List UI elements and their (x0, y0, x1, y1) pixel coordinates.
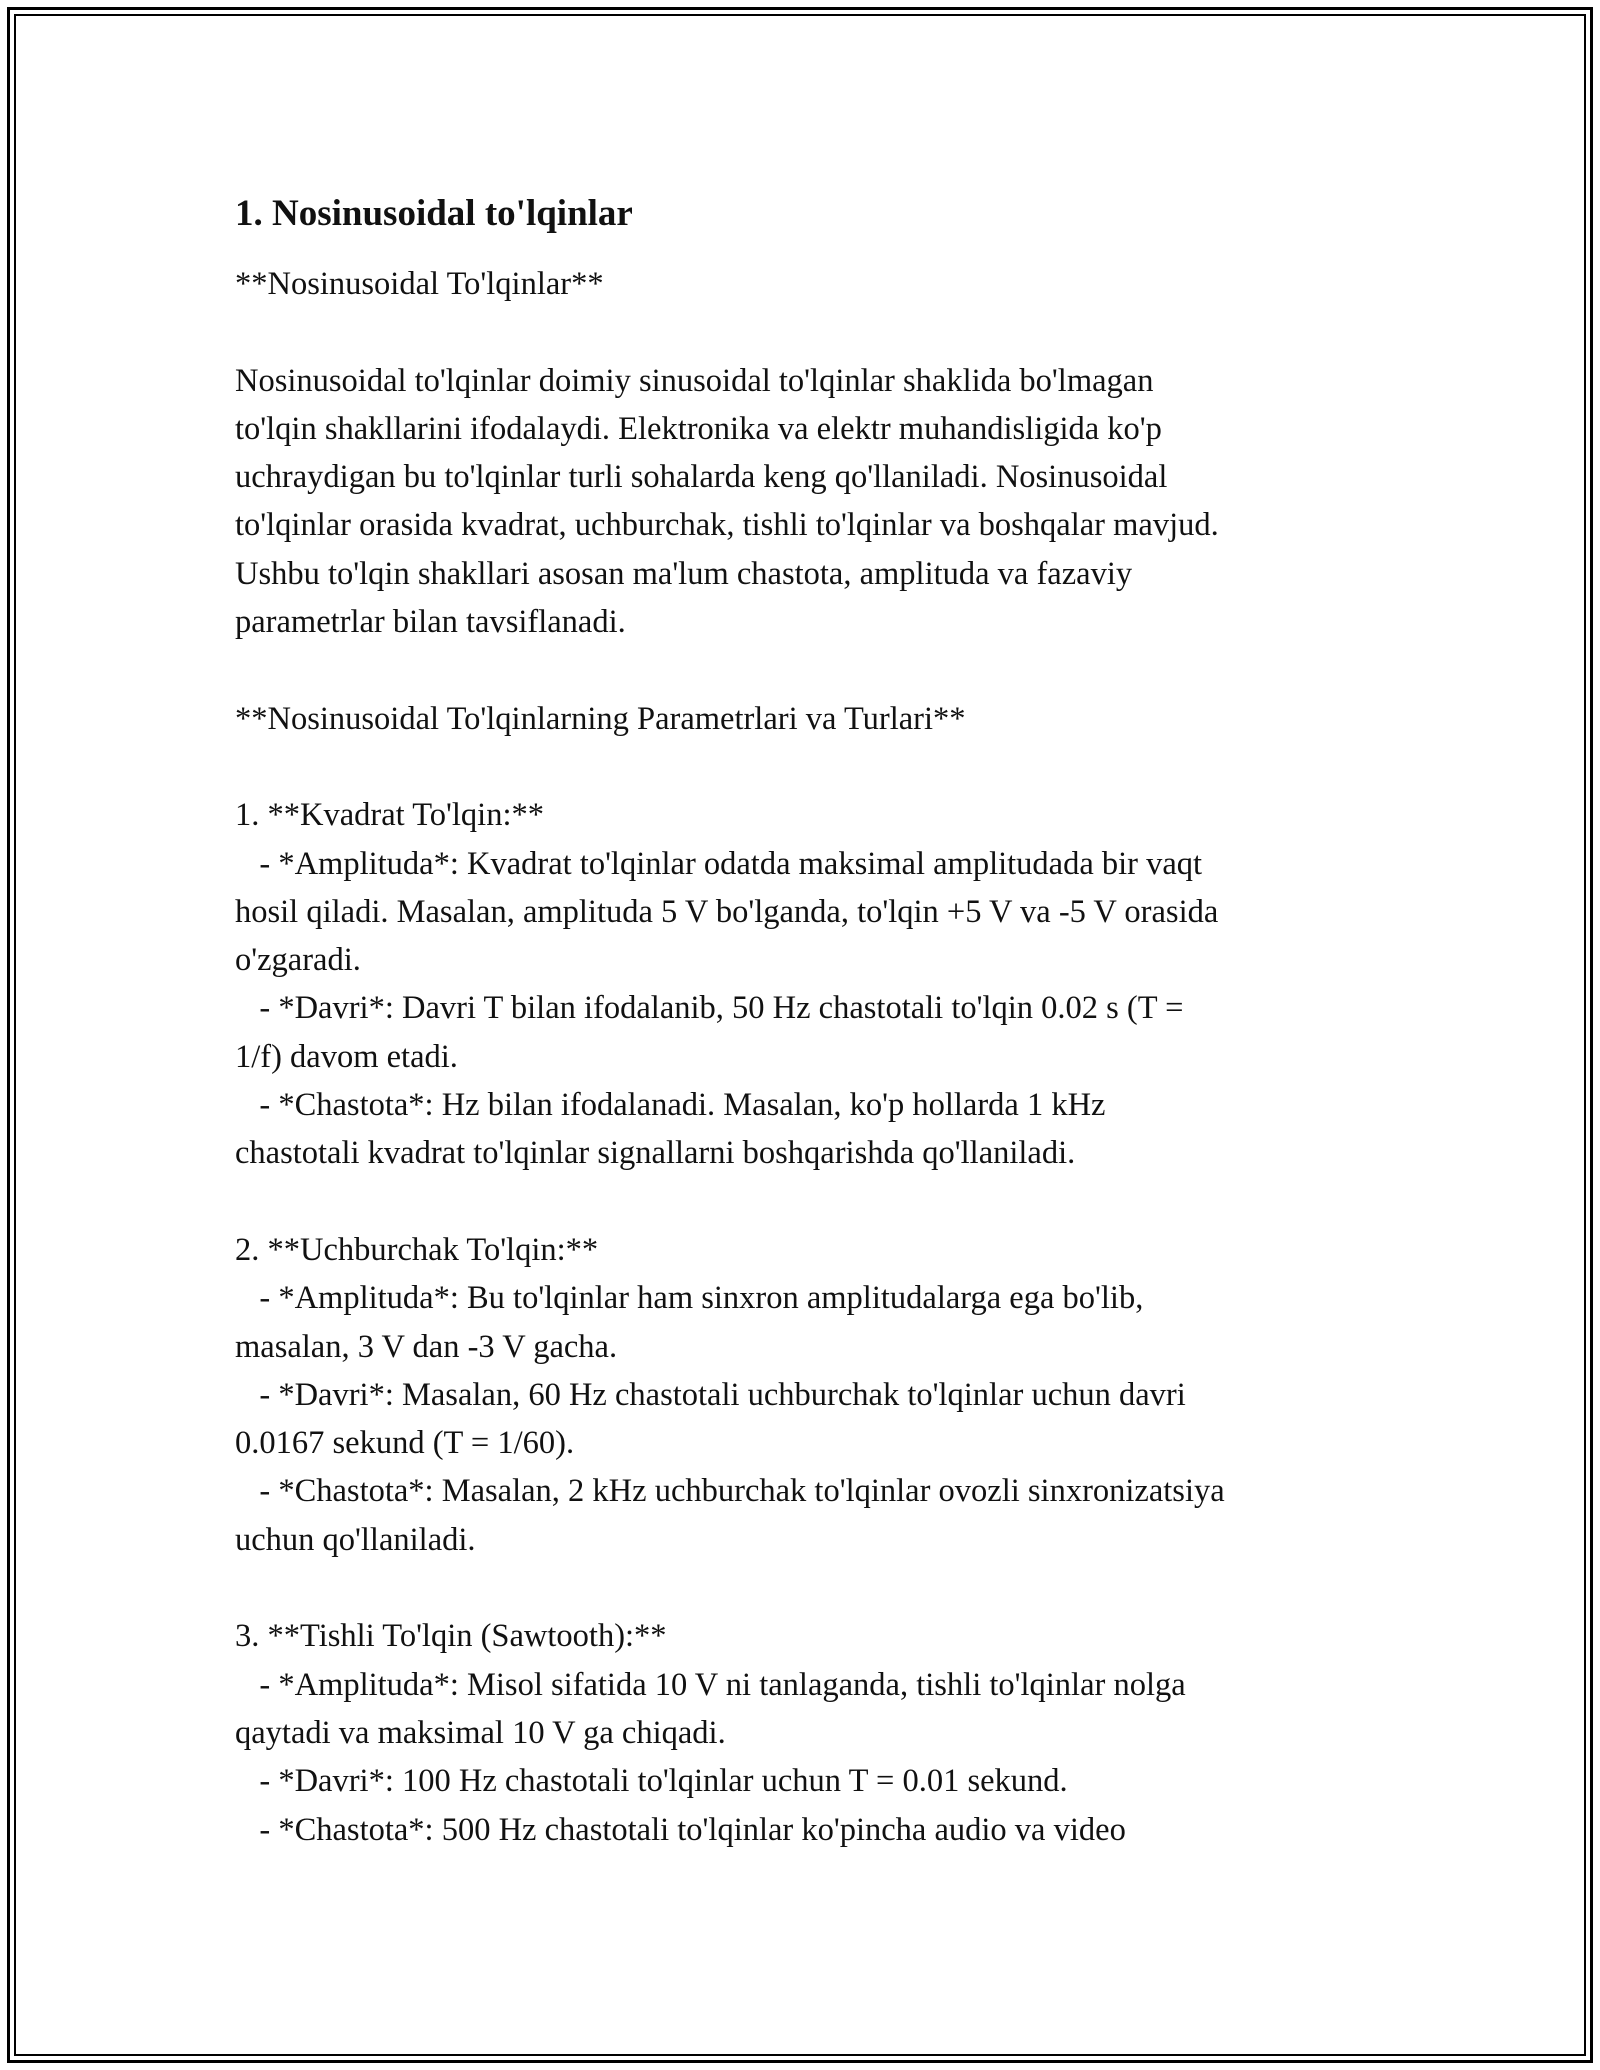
text-line: - *Davri*: 100 Hz chastotali to'lqinlar uchun T = 0.01 sekund. (235, 1763, 1068, 1800)
text-line: qaytadi va maksimal 10 V ga chiqadi. (235, 1714, 726, 1751)
blank-line (235, 743, 1365, 791)
text-line: to'lqin shakllarini ifodalaydi. Elektronika va elektr muhandisligida ko'p (235, 410, 1162, 447)
text-line: - *Davri*: Masalan, 60 Hz chastotali uchburchak to'lqinlar uchun davri (235, 1376, 1186, 1413)
text-line: - *Davri*: Davri T bilan ifodalanib, 50 Hz chastotali to'lqin 0.02 s (T = (235, 990, 1184, 1027)
document-body (235, 180, 1365, 1854)
text-line: 2. **Uchburchak To'lqin:** (235, 1231, 599, 1268)
text-line: uchraydigan bu to'lqinlar turli sohalarda keng qo'llaniladi. Nosinusoidal (235, 459, 1168, 496)
blank-line (235, 308, 1365, 356)
text-line: chastotali kvadrat to'lqinlar signallarni boshqarishda qo'llaniladi. (235, 1135, 1076, 1172)
text-line: - *Chastota*: 500 Hz chastotali to'lqinlar ko'pincha audio va video (235, 1811, 1126, 1848)
text-line: - *Amplituda*: Bu to'lqinlar ham sinxron amplitudalarga ega bo'lib, (235, 1280, 1144, 1317)
text-line: Ushbu to'lqin shakllari asosan ma'lum chastota, amplituda va fazaviy (235, 555, 1133, 592)
text-line: 1. **Kvadrat To'lqin:** (235, 797, 544, 834)
blank-line (235, 646, 1365, 694)
section-heading: 1. Nosinusoidal to'lqinlar (235, 193, 633, 234)
document-text (235, 260, 1365, 1854)
blank-line (235, 1178, 1365, 1226)
text-line: **Nosinusoidal To'lqinlar** (235, 266, 604, 302)
text-line: hosil qiladi. Masalan, amplituda 5 V bo'lganda, to'lqin +5 V va -5 V orasida (235, 893, 1219, 930)
text-line: - *Chastota*: Masalan, 2 kHz uchburchak to'lqinlar ovozli sinxronizatsiya (235, 1473, 1225, 1510)
text-line: o'zgaradi. (235, 942, 361, 979)
text-line: - *Amplituda*: Misol sifatida 10 V ni tanlaganda, tishli to'lqinlar nolga (235, 1666, 1186, 1703)
text-line: to'lqinlar orasida kvadrat, uchburchak, tishli to'lqinlar va boshqalar mavjud. (235, 507, 1219, 544)
text-line: uchun qo'llaniladi. (235, 1521, 476, 1558)
text-line: - *Amplituda*: Kvadrat to'lqinlar odatda maksimal amplitudada bir vaqt (235, 845, 1203, 882)
text-line: **Nosinusoidal To'lqinlarning Parametrlari va Turlari** (235, 700, 966, 737)
text-line: 0.0167 sekund (T = 1/60). (235, 1425, 575, 1462)
text-line: parametrlar bilan tavsiflanadi. (235, 604, 626, 641)
text-line: 1/f) davom etadi. (235, 1038, 458, 1075)
blank-line (235, 1564, 1365, 1612)
text-line: masalan, 3 V dan -3 V gacha. (235, 1328, 618, 1365)
text-line: Nosinusoidal to'lqinlar doimiy sinusoidal to'lqinlar shaklida bo'lmagan (235, 362, 1154, 399)
text-line: - *Chastota*: Hz bilan ifodalanadi. Masalan, ko'p hollarda 1 kHz (235, 1087, 1106, 1124)
text-line: 3. **Tishli To'lqin (Sawtooth):** (235, 1618, 667, 1655)
